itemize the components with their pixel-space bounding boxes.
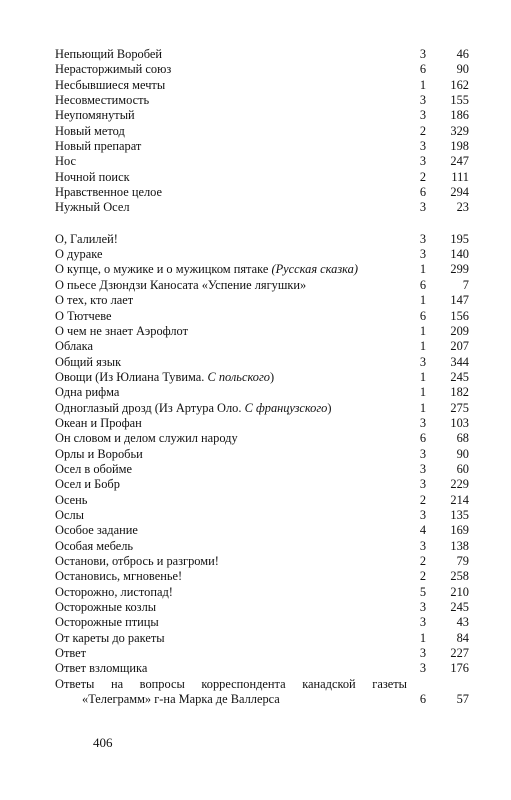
entry-title <box>55 431 238 446</box>
index-entry <box>55 278 471 293</box>
entry-title-text: Ответ взломщика <box>55 661 148 676</box>
entry-volume: 1 <box>419 262 427 277</box>
entry-title-text: Одноглазый дрозд (Из Артура Оло. <box>55 400 242 415</box>
entry-page: 156 <box>450 308 469 323</box>
entry-volume: 6 <box>419 431 427 446</box>
index-entry <box>55 431 471 446</box>
entry-volume: 3 <box>419 415 427 430</box>
entry-title <box>55 631 165 646</box>
index-entry <box>55 293 471 308</box>
entry-title-tail: ) <box>327 400 332 415</box>
entry-page: 84 <box>456 630 469 645</box>
entry-source-note: (Русская сказка) <box>271 262 358 277</box>
index-entry <box>55 493 471 508</box>
entry-page: 329 <box>450 123 469 138</box>
index-entry <box>55 661 471 676</box>
entry-title <box>55 661 147 676</box>
entry-title-text: Несбывшиеся мечты <box>55 77 166 92</box>
entry-title-text: О купце, о мужике и о мужицком пятаке <box>55 262 269 277</box>
entry-title <box>55 309 112 324</box>
index-entry <box>55 523 471 538</box>
entry-volume: 6 <box>419 277 427 292</box>
index-entry <box>55 508 471 523</box>
entry-page: 138 <box>450 538 469 553</box>
entry-title <box>55 554 219 569</box>
entry-volume: 3 <box>419 646 427 661</box>
entry-page: 140 <box>450 247 469 262</box>
entry-title-text: Непьющий Воробей <box>55 47 163 61</box>
entry-title-text: Облака <box>55 339 93 354</box>
entry-volume: 3 <box>419 200 427 215</box>
index-entry <box>55 462 471 477</box>
entry-page: 43 <box>456 615 469 630</box>
entry-volume: 1 <box>419 339 427 354</box>
entry-title <box>55 355 121 370</box>
index-entry-multiline <box>55 677 471 708</box>
entry-volume: 2 <box>419 492 427 507</box>
entry-title <box>55 62 171 77</box>
index-entry <box>55 47 471 62</box>
entry-page: 7 <box>462 277 469 292</box>
entry-page: 214 <box>450 492 469 507</box>
entry-title-text: Осторожные козлы <box>55 600 157 615</box>
entry-title <box>55 585 173 600</box>
entry-page: 227 <box>450 646 469 661</box>
entry-page: 23 <box>456 200 469 215</box>
entry-title-line-1: Ответы на вопросы корреспондента канадской газеты <box>55 676 407 691</box>
entry-page: 294 <box>450 185 469 200</box>
entry-title-text: От кареты до ракеты <box>55 630 165 645</box>
entry-title-text: О дураке <box>55 247 103 262</box>
entry-title-text: Одна рифма <box>55 385 120 400</box>
index-entry <box>55 615 471 630</box>
entry-volume: 1 <box>419 323 427 338</box>
index-entry <box>55 569 471 584</box>
entry-title <box>55 370 274 385</box>
index-entry <box>55 477 471 492</box>
entry-title <box>55 139 141 154</box>
entry-volume: 3 <box>419 231 427 246</box>
entry-title-text: Осторожные птицы <box>55 615 159 630</box>
entry-title-text: Останови, отбрось и разгроми! <box>55 554 219 568</box>
entry-title-text: Остановись, мгновенье! <box>55 569 183 584</box>
entry-volume: 3 <box>419 507 427 522</box>
entry-title <box>55 93 149 108</box>
entry-page: 182 <box>450 385 469 400</box>
entry-page: 176 <box>450 661 469 676</box>
entry-title <box>55 185 162 200</box>
entry-title <box>55 539 133 554</box>
entry-title-text: Новый метод <box>55 123 125 138</box>
entry-title-text: О пьесе Дзюндзи Каносата «Успение лягушки» <box>55 277 307 292</box>
entry-title-text: Ответ <box>55 646 87 661</box>
entry-title-line-2: «Телеграмм» г-на Марка де Валлерса <box>82 692 280 707</box>
entry-page: 111 <box>451 169 469 184</box>
entry-page: 135 <box>450 507 469 522</box>
entry-page: 155 <box>450 93 469 108</box>
index-entry <box>55 185 471 200</box>
entry-title <box>55 600 156 615</box>
entry-title-text: Нерасторжимый союз <box>55 62 172 77</box>
entry-page: 198 <box>450 139 469 154</box>
entry-continuation <box>55 692 471 707</box>
entry-title <box>55 200 130 215</box>
entry-title <box>55 78 165 93</box>
entry-title <box>55 293 133 308</box>
entry-volume: 3 <box>419 600 427 615</box>
entry-volume: 1 <box>419 400 427 415</box>
entry-page: 258 <box>450 569 469 584</box>
entry-volume: 3 <box>419 661 427 676</box>
index-entry <box>55 370 471 385</box>
entry-page: 103 <box>450 415 469 430</box>
index-entry <box>55 416 471 431</box>
entry-title <box>55 385 119 400</box>
entry-source-note: С польского <box>207 369 270 384</box>
title-index <box>55 47 471 707</box>
entry-volume: 3 <box>419 477 427 492</box>
entry-title-text: О тех, кто лает <box>55 293 134 308</box>
index-entry <box>55 447 471 462</box>
entry-volume: 1 <box>419 385 427 400</box>
entry-title <box>55 447 143 462</box>
entry-volume: 3 <box>419 154 427 169</box>
index-entry <box>55 154 471 169</box>
entry-page: 195 <box>450 231 469 246</box>
entry-title <box>55 646 86 661</box>
entry-page: 68 <box>456 431 469 446</box>
entry-title-text: Новый препарат <box>55 139 142 154</box>
entry-volume: 1 <box>419 77 427 92</box>
entry-title-text: О Тютчеве <box>55 308 112 323</box>
entry-title-text: Осел в обойме <box>55 461 132 476</box>
index-entry <box>55 262 471 277</box>
index-entry <box>55 124 471 139</box>
entry-source-note: С французского <box>244 400 328 415</box>
entry-volume: 6 <box>419 308 427 323</box>
entry-title-text: Океан и Профан <box>55 415 142 430</box>
entry-volume: 6 <box>419 62 427 77</box>
entry-page: 162 <box>450 77 469 92</box>
entry-page: 57 <box>456 692 469 707</box>
entry-title <box>55 477 120 492</box>
entry-page: 46 <box>456 47 469 61</box>
index-entry <box>55 309 471 324</box>
index-group-o <box>55 232 471 677</box>
entry-volume: 3 <box>419 354 427 369</box>
entry-page: 90 <box>456 62 469 77</box>
index-entry <box>55 62 471 77</box>
index-entry <box>55 600 471 615</box>
index-entry <box>55 247 471 262</box>
entry-title <box>55 324 188 339</box>
entry-page: 147 <box>450 293 469 308</box>
entry-title <box>55 493 87 508</box>
entry-title-text: Неупомянутый <box>55 108 135 123</box>
entry-page: 209 <box>450 323 469 338</box>
entry-volume: 3 <box>419 47 427 61</box>
index-entry <box>55 385 471 400</box>
entry-volume: 3 <box>419 615 427 630</box>
index-entry <box>55 170 471 185</box>
index-entry <box>55 339 471 354</box>
entry-title <box>55 108 135 123</box>
entry-title-text: Осторожно, листопад! <box>55 584 173 599</box>
entry-title-text: Особая мебель <box>55 538 134 553</box>
entry-title <box>55 232 118 247</box>
entry-title <box>55 170 130 185</box>
entry-page: 169 <box>450 523 469 538</box>
entry-volume: 4 <box>419 523 427 538</box>
entry-page: 344 <box>450 354 469 369</box>
entry-page: 275 <box>450 400 469 415</box>
entry-page: 247 <box>450 154 469 169</box>
entry-volume: 3 <box>419 139 427 154</box>
index-entry <box>55 401 471 416</box>
entry-title-text: Нос <box>55 154 76 169</box>
entry-title <box>55 278 306 293</box>
entry-title <box>55 47 162 62</box>
entry-page: 245 <box>450 600 469 615</box>
entry-title-text: Ослы <box>55 507 84 522</box>
index-entry <box>55 585 471 600</box>
index-entry <box>55 539 471 554</box>
entry-page: 210 <box>450 584 469 599</box>
entry-page: 245 <box>450 369 469 384</box>
index-entry <box>55 108 471 123</box>
entry-title <box>55 615 159 630</box>
entry-title <box>55 416 142 431</box>
entry-title-tail: ) <box>270 369 275 384</box>
entry-volume: 5 <box>419 584 427 599</box>
entry-page: 186 <box>450 108 469 123</box>
index-entry <box>55 355 471 370</box>
entry-volume: 3 <box>419 108 427 123</box>
entry-page: 207 <box>450 339 469 354</box>
index-entry <box>55 324 471 339</box>
entry-volume: 1 <box>419 369 427 384</box>
entry-volume: 1 <box>419 293 427 308</box>
entry-title-text: О чем не знает Аэрофлот <box>55 323 188 338</box>
index-group-n <box>55 47 471 216</box>
entry-page: 60 <box>456 461 469 476</box>
entry-title-text: Ночной поиск <box>55 169 130 184</box>
page-number: 406 <box>93 735 113 750</box>
entry-title-text: Орлы и Воробьи <box>55 446 143 461</box>
index-entry <box>55 78 471 93</box>
entry-title <box>55 339 93 354</box>
entry-volume: 6 <box>419 692 427 707</box>
entry-volume: 2 <box>419 569 427 584</box>
entry-title <box>55 154 76 169</box>
entry-title-text: Осень <box>55 492 88 507</box>
entry-volume: 2 <box>419 123 427 138</box>
entry-title <box>55 262 358 277</box>
entry-title <box>55 462 132 477</box>
entry-title-text: Особое задание <box>55 523 138 538</box>
entry-title-text: Осел и Бобр <box>55 477 120 492</box>
entry-title-text: Нужный Осел <box>55 200 130 215</box>
entry-page: 79 <box>456 554 469 568</box>
entry-volume: 2 <box>419 554 427 568</box>
entry-volume: 1 <box>419 630 427 645</box>
entry-title <box>55 247 102 262</box>
entry-title-text: Он словом и делом служил народу <box>55 431 238 446</box>
entry-title-text: Нравственное целое <box>55 185 162 200</box>
entry-page: 229 <box>450 477 469 492</box>
entry-volume: 3 <box>419 461 427 476</box>
entry-volume: 6 <box>419 185 427 200</box>
entry-title-text: Несовместимость <box>55 93 150 108</box>
entry-title <box>55 401 332 416</box>
index-entry <box>55 93 471 108</box>
entry-title-text: Овощи (Из Юлиана Тувима. <box>55 369 205 384</box>
index-entry <box>55 232 471 247</box>
entry-volume: 3 <box>419 247 427 262</box>
index-entry <box>55 631 471 646</box>
entry-title <box>55 523 138 538</box>
index-entry <box>55 646 471 661</box>
entry-volume: 2 <box>419 169 427 184</box>
index-entry <box>55 200 471 215</box>
index-entry <box>55 554 471 569</box>
entry-title <box>55 569 182 584</box>
entry-page: 299 <box>450 262 469 277</box>
entry-volume: 3 <box>419 446 427 461</box>
entry-title <box>55 124 125 139</box>
entry-volume: 3 <box>419 93 427 108</box>
entry-title-text: О, Галилей! <box>55 231 118 246</box>
index-entry <box>55 139 471 154</box>
entry-title <box>55 508 84 523</box>
entry-title-text: Общий язык <box>55 354 122 369</box>
entry-page: 90 <box>456 446 469 461</box>
entry-volume: 3 <box>419 538 427 553</box>
